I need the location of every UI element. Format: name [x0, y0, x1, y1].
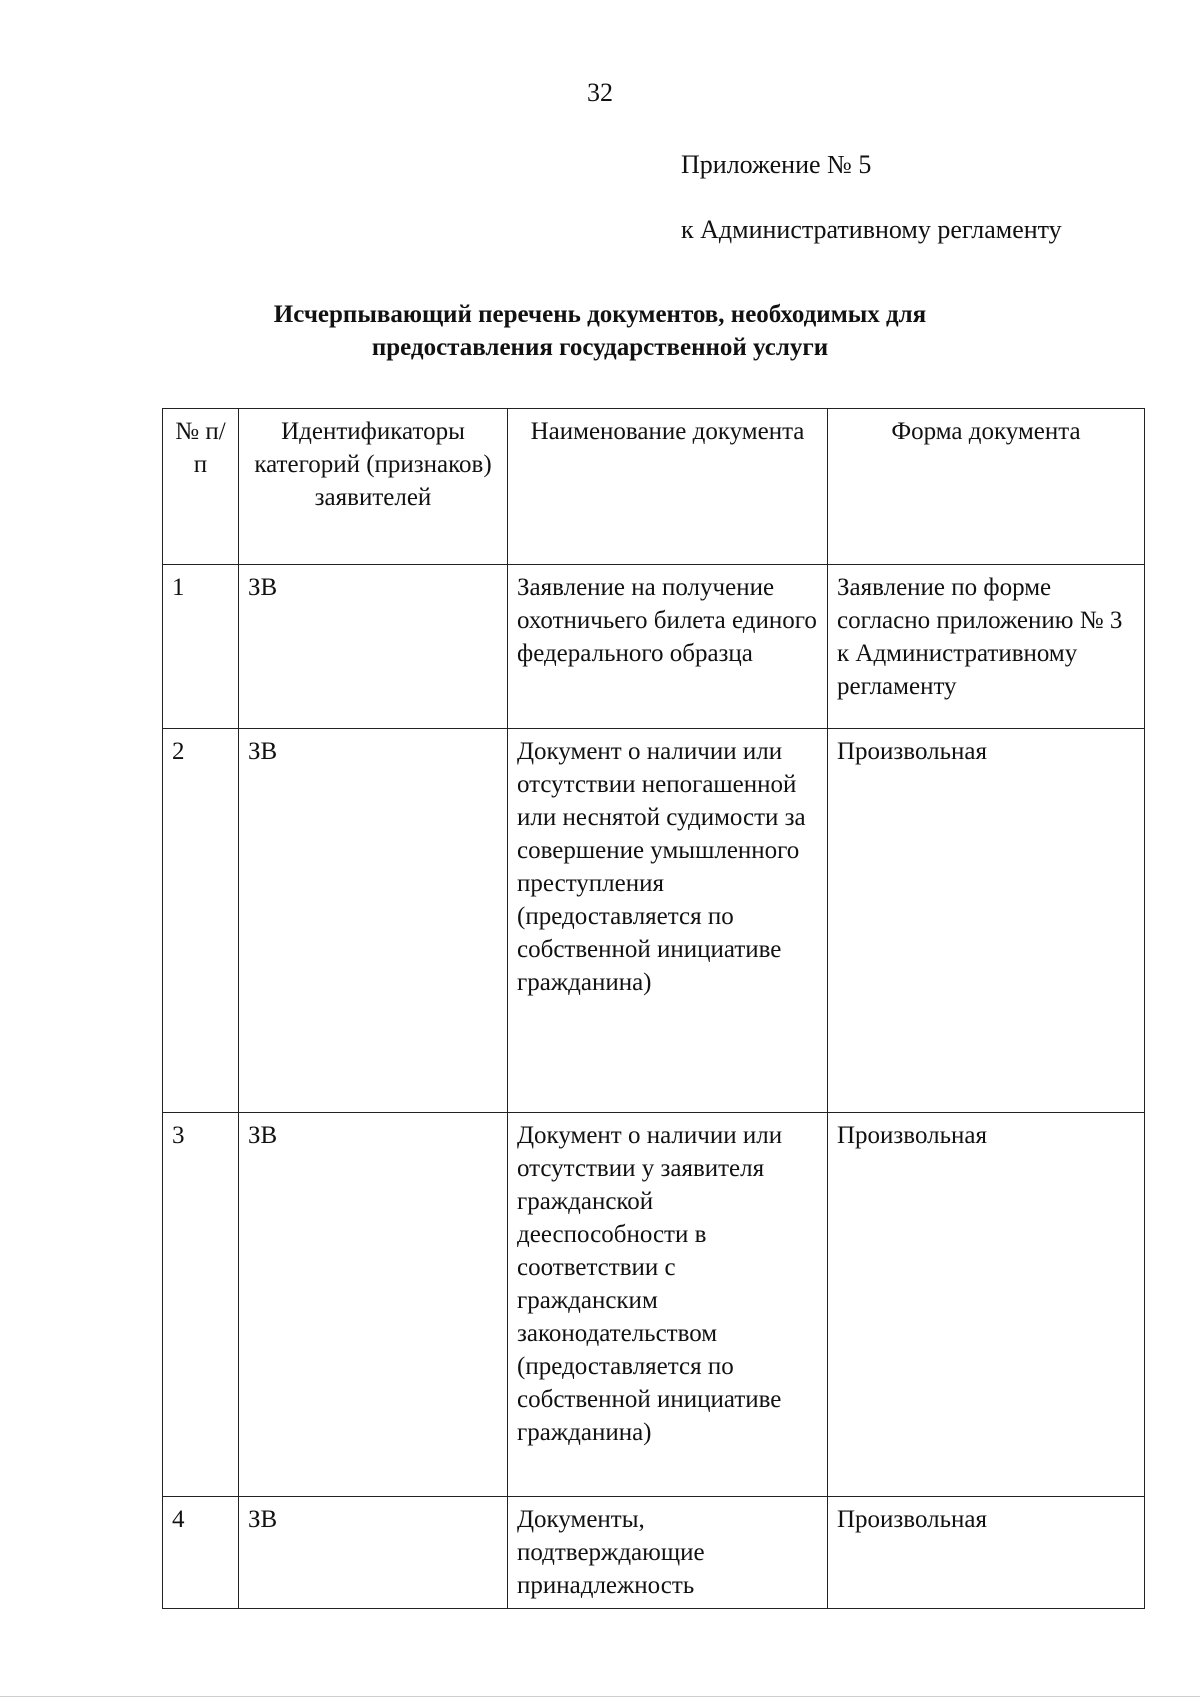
page-number: 32	[587, 78, 613, 107]
header-document-form: Форма документа	[828, 409, 1145, 565]
row-category: ЗВ	[239, 565, 508, 729]
table-header-row	[163, 409, 1145, 565]
row-document-name: Документы, подтверждающие принадлежность	[508, 1497, 828, 1609]
header-number: № п/п	[163, 409, 239, 565]
document-title-line-2: предоставления государственной услуги	[371, 334, 829, 361]
row-category: ЗВ	[239, 729, 508, 1113]
table-row	[163, 565, 1145, 729]
table-row	[163, 1497, 1145, 1609]
row-number: 1	[163, 565, 239, 729]
table-row	[163, 729, 1145, 1113]
row-document-form: Заявление по форме согласно приложению № 3 к Административному регламенту	[828, 565, 1145, 729]
header-document-name: Наименование документа	[508, 409, 828, 565]
row-document-form: Произвольная	[828, 1113, 1145, 1497]
row-document-name: Документ о наличии или отсутствии непогашенной или неснятой судимости за совершение умышленного преступления (предоставляется по собственной инициативе гражданина)	[508, 729, 828, 1113]
row-document-name: Документ о наличии или отсутствии у заявителя гражданской дееспособности в соответствии с гражданским законодательством (предоставляется по собственной инициативе гражданина)	[508, 1113, 828, 1497]
row-number: 2	[163, 729, 239, 1113]
row-category: ЗВ	[239, 1113, 508, 1497]
appendix-reference: к Административному регламенту	[681, 215, 1062, 244]
document-title-line-1: Исчерпывающий перечень документов, необходимых для	[273, 301, 927, 328]
row-document-form: Произвольная	[828, 1497, 1145, 1609]
row-category: ЗВ	[239, 1497, 508, 1609]
row-number: 3	[163, 1113, 239, 1497]
table-row	[163, 1113, 1145, 1497]
document-title	[160, 298, 1040, 364]
row-number: 4	[163, 1497, 239, 1609]
scan-edge-line	[0, 1696, 1200, 1697]
row-document-name: Заявление на получение охотничьего билета единого федерального образца	[508, 565, 828, 729]
appendix-title: Приложение № 5	[681, 150, 872, 179]
row-document-form: Произвольная	[828, 729, 1145, 1113]
documents-table	[162, 408, 1145, 1609]
header-category: Идентификаторы категорий (признаков) заявителей	[239, 409, 508, 565]
